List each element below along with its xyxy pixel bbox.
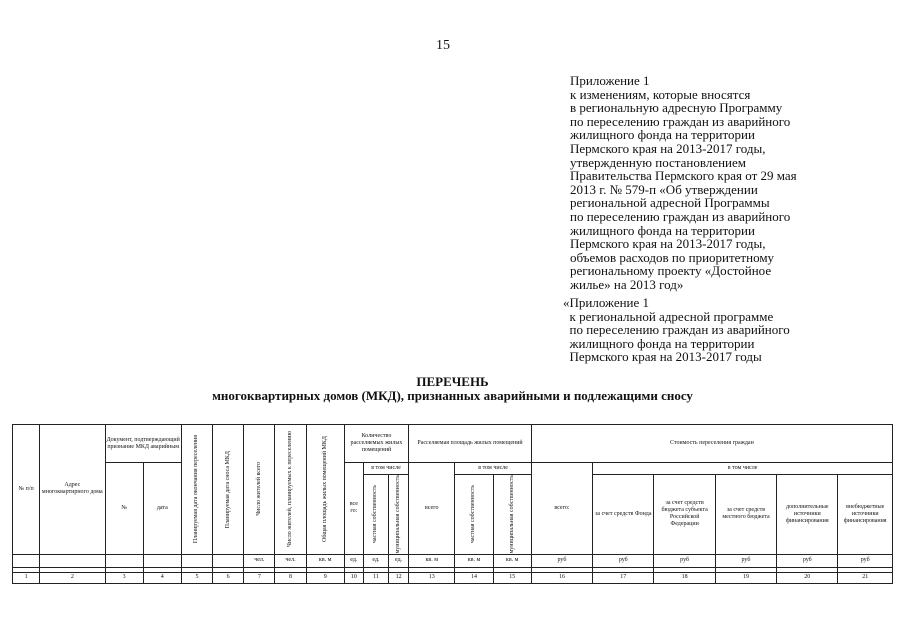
appendix-line: жилищного фонда на территории (570, 127, 755, 143)
register-table (12, 424, 893, 584)
column-number: 1 (13, 572, 40, 583)
header-address: Адрес многоквартирного дома (40, 425, 105, 555)
column-number: 3 (105, 572, 143, 583)
unit-cell: руб (654, 554, 715, 567)
unit-cell: руб (838, 554, 893, 567)
column-number: 19 (715, 572, 776, 583)
appendix-line: 2013 г. № 579-п «Об утверждении (570, 181, 758, 197)
header-num: № п/п (13, 425, 40, 555)
column-numbers-row (13, 572, 893, 583)
header-cost-incl: в том числе (593, 463, 893, 475)
header-doc-no: № (105, 463, 143, 555)
header-cost-additional: дополнительные источники финансирования (777, 475, 838, 555)
appendix-reference-line: «Приложение 1 (563, 295, 650, 310)
header-premises-count: Количество расселяемых жилых помещений (344, 425, 408, 463)
unit-cell: руб (777, 554, 838, 567)
appendix-line: утвержденную постановлением (570, 154, 747, 170)
column-number: 13 (409, 572, 455, 583)
document-subtitle: многоквартирных домов (МКД), признанных аварийными и подлежащими сносу (212, 388, 693, 403)
appendix-line: по переселению граждан из аварийного (570, 208, 791, 224)
column-number: 21 (838, 572, 893, 583)
column-number: 17 (593, 572, 654, 583)
unit-cell: кв. м (455, 554, 493, 567)
appendix-line: региональной адресной Программы (570, 195, 770, 211)
appendix-line: по переселению граждан из аварийного (570, 113, 791, 129)
unit-cell: ед. (389, 554, 409, 567)
header-cost-total: всего: (531, 463, 592, 555)
header-area-total: всего (409, 463, 455, 555)
document-title: ПЕРЕЧЕНЬ (416, 374, 489, 389)
appendix-line: Пермского края на 2013-2017 годы, (570, 236, 766, 252)
appendix-line: жилищного фонда на территории (570, 222, 755, 238)
unit-cell: ед. (344, 554, 363, 567)
header-resettled-area: Расселяемая площадь жилых помещений (409, 425, 532, 463)
column-number: 10 (344, 572, 363, 583)
appendix-reference-line: по переселению граждан из аварийного (563, 322, 790, 338)
unit-cell: кв. м (409, 554, 455, 567)
header-premises-private: частная собственность (363, 475, 388, 555)
appendix-reference-line: жилищного фонда на территории (563, 335, 755, 351)
header-premises-municipal: муниципальная собственность (389, 475, 409, 555)
appendix-line: Правительства Пермского края от 29 мая (570, 168, 797, 184)
appendix-line: региональному проекту «Достойное (570, 263, 772, 279)
header-area-incl: в том числе (455, 463, 531, 475)
header-cost-fund: за счет средств Фонда (593, 475, 654, 555)
header-planned-resettlement: Планируемая дата окончания переселения (181, 425, 212, 555)
header-cost: Стоимость переселения граждан (531, 425, 892, 463)
page-number: 15 (436, 38, 450, 53)
unit-cell: руб (531, 554, 592, 567)
header-area-private: частная собственность (455, 475, 493, 555)
column-number: 20 (777, 572, 838, 583)
header-premises-total: все го: (344, 463, 363, 555)
column-number: 8 (275, 572, 306, 583)
header-cost-region: за счет средств бюджета субъекта Российской Федерации (654, 475, 715, 555)
units-row (13, 554, 893, 567)
unit-cell: чел. (275, 554, 306, 567)
header-residents: Число жителей всего (244, 425, 275, 555)
appendix-line: жилье» на 2013 год» (570, 276, 684, 292)
column-number: 16 (531, 572, 592, 583)
column-number: 6 (213, 572, 244, 583)
unit-cell: кв. м (306, 554, 344, 567)
appendix-reference-line: Пермского края на 2013-2017 годы (563, 349, 762, 365)
header-total-area: Общая площадь жилых помещений МКД (306, 425, 344, 555)
header-planned-demolition: Планируемая дата сноса МКД (213, 425, 244, 555)
unit-cell: руб (593, 554, 654, 567)
header-doc-date: дата (143, 463, 181, 555)
appendix-reference-line: к региональной адресной программе (563, 308, 774, 324)
appendix-line: объемов расходов по приоритетному (570, 249, 775, 265)
column-number: 14 (455, 572, 493, 583)
header-cost-extra: внебюджетные источники финансирования (838, 475, 893, 555)
column-number: 15 (493, 572, 531, 583)
unit-cell: руб (715, 554, 776, 567)
unit-cell: ед. (363, 554, 388, 567)
appendix-header (570, 74, 797, 292)
appendix-line: Пермского края на 2013-2017 годы, (570, 140, 766, 156)
header-cost-local: за счет средств местного бюджета (715, 475, 776, 555)
appendix-line: Приложение 1 (570, 73, 650, 88)
header-premises-incl: в том числе (363, 463, 408, 475)
unit-cell: чел. (244, 554, 275, 567)
appendix-line: в региональную адресную Программу (570, 100, 783, 116)
column-number: 11 (363, 572, 388, 583)
column-number: 2 (40, 572, 105, 583)
appendix-reference (563, 296, 790, 364)
column-number: 12 (389, 572, 409, 583)
column-number: 4 (143, 572, 181, 583)
column-number: 7 (244, 572, 275, 583)
appendix-line: к изменениям, которые вносятся (570, 86, 751, 102)
column-number: 9 (306, 572, 344, 583)
column-number: 5 (181, 572, 212, 583)
header-area-municipal: муниципальная собственность (493, 475, 531, 555)
unit-cell: кв. м (493, 554, 531, 567)
header-document: Документ, подтверждающий признание МКД аварийным (105, 425, 181, 463)
column-number: 18 (654, 572, 715, 583)
header-residents-planned: Число жителей, планируемых к переселению (275, 425, 306, 555)
